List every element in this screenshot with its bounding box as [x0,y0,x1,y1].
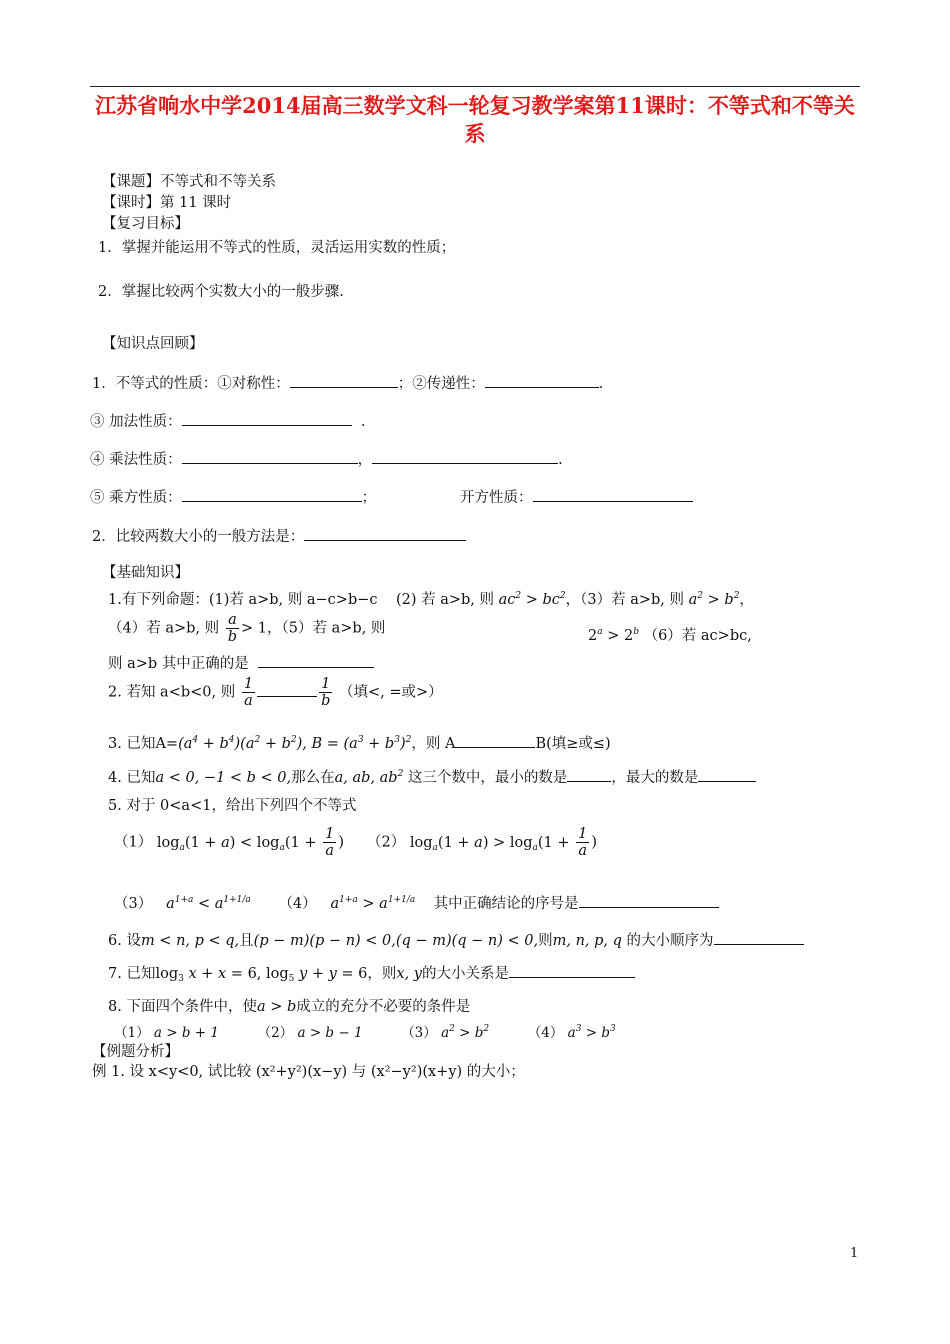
o1-text: （1） [114,1025,150,1041]
period-mark: . [598,376,604,392]
mul-label: ④ 乘法性质： [90,452,182,468]
add-label: ③ 加法性质： [90,414,182,430]
p6b-text: 的大小顺序为 [626,933,714,949]
basics-p7: 7. 已知$\log_3 x + x = 6$, $\log_5 y + y = 6$，则x, y的大小关系是 [108,963,635,989]
page-title: 江苏省响水中学2014届高三数学文科一轮复习教学案第11课时：不等式和不等关系 [95,93,855,146]
basics-p1-6: $2^a > 2^b$ （6）若 ac>bc, [588,627,752,644]
review-q1 [92,373,603,394]
p1e-text: ，（5）若 a>b, 则 [267,620,386,637]
basics-p5: 5. 对于 0<a<1，给出下列四个不等式 [108,798,357,814]
basics-p8: 8. 下面四个条件中，使a > b成立的充分不必要的条件是 [108,999,471,1015]
o2-text: （2） [257,1025,294,1041]
header-rule [90,86,860,87]
p1d-text: （4）若 a>b, 则 [108,620,220,637]
p7-text: 7. 已知 [108,966,156,982]
p5c-text: （3） [114,896,153,912]
p1b-text: (2) 若 a>b, 则 [395,592,495,608]
basics-p2: 2. 若知 a<b<0, 则 $\frac{1}{a}$ $\frac{1}{b}$ （填<, =或>） [108,676,443,709]
p2-text: 2. 若知 a<b<0, 则 [108,684,236,701]
basics-p4: 4. 已知a < 0, −1 < b < 0,那么在a, ab, $ab^2$ 这三个数中，最小的数是 ，最大的数是 [108,764,756,788]
review-q1-label: 1．不等式的性质：①对称性： [92,376,290,392]
p1f-text: （6）若 ac>bc, [643,628,752,644]
goals-heading: 【复习目标】 [102,216,189,232]
basics-p1-answer [108,653,374,674]
o4-text: （4） [527,1025,564,1041]
blank [533,487,693,502]
blank [182,487,362,502]
review-pow: ⑤ 乘方性质： ； [90,487,376,508]
p1-text: 1.有下列命题：(1)若 a>b, 则 a−c>b−c [108,592,378,608]
p5a-text: （1） [114,834,153,851]
review-root [460,487,693,508]
p4d-text: ，最大的数是 [611,770,699,786]
blank [182,449,358,464]
example-1: 例 1. 设 x<y<0, 试比较 (x²+y²)(x−y) 与 (x²−y²)(x+y) 的大小； [92,1064,525,1080]
p7b-text: ，则 [367,966,397,982]
basics-p3: 3. 已知$A=(a^4 + b^4)(a^2 + b^2)$, $B = (a^3 + b^3)^2$，则 A B(填≥或≤) [108,735,611,752]
basics-p5-12: （1） $\log_a(1 + a) < \log_a(1$ + $\frac{1}{a}$ ) （2） $\log_a(1 + a) > \log_a(1$ + $\frac{1}{a}$ ) [114,826,598,859]
o3-text: （3） [401,1025,437,1041]
blank [257,682,317,697]
p7c-text: 的大小关系是 [421,966,509,982]
review-mul: ④ 乘法性质： ， . [90,449,563,470]
p1c-text: ，（3）若 a>b, 则 [565,592,685,608]
p4-text: 4. 已知 [108,770,156,786]
p8b-text: 成立的充分不必要的条件是 [296,999,471,1015]
blank [455,733,535,748]
blank [182,411,352,426]
root-label: 开方性质： [460,490,533,506]
topic-line: 【课题】不等式和不等关系 [102,174,276,190]
p5b-text: （2） [367,834,406,851]
blank [698,767,756,782]
basics-p5-34: （3） $a^{1+a} < a^{1+1/a}$ （4） $a^{1+a} > a^{1+1/a}$ 其中正确结论的序号是 [114,890,719,914]
blank [304,526,466,541]
blank [567,767,611,782]
blank [714,930,804,945]
review-add: ③ 加法性质： . [90,411,365,432]
p3b-text: ，则 A [411,736,456,752]
p5e-text: 其中正确结论的序号是 [433,896,579,912]
p3c-text: B(填≥或≤) [535,736,611,752]
basics-p6: 6. 设m < n, p < q,且(p − m)(p − n) < 0,(q − m)(q − n) < 0,则m, n, p, q 的大小顺序为 [108,930,804,951]
blank [485,373,599,388]
p5d-text: （4） [278,896,317,912]
p3-text: 3. 已知A= [108,736,179,752]
basics-p1: 1.有下列命题：(1)若 a>b, 则 a−c>b−c (2) 若 a>b, 则 $ac^2 > bc^2$，（3）若 a>b, 则 $a^2 > b^2$， [108,591,754,608]
period-line: 【课时】第 11 课时 [102,195,232,211]
pow-label: ⑤ 乘方性质： [90,490,182,506]
basics-heading: 【基础知识】 [102,565,189,581]
review-q1-label2: ；②传递性： [397,376,485,392]
page-number: 1 [850,1246,859,1261]
basics-p1-cont: （4）若 a>b, 则 $\frac{a}{b}$ > 1，（5）若 a>b, 则 [108,612,386,645]
p2b-text: （填<, =或>） [338,684,443,701]
blank [509,963,635,978]
p1g-text: 则 a>b 其中正确的是 [108,656,249,672]
blank [372,449,558,464]
blank [290,373,398,388]
blank [579,893,719,908]
goal-2: 2．掌握比较两个实数大小的一般步骤. [98,284,344,300]
p8-text: 8. 下面四个条件中，使 [108,999,257,1015]
example-heading: 【例题分析】 [92,1044,179,1060]
review-compare [92,526,466,547]
basics-p8-options: （1） a > b + 1 （2） a > b − 1 （3） $a^2 > b^2$ （4） $a^3 > b^3$ [114,1024,616,1041]
p6-text: 6. 设 [108,933,141,949]
p4c-text: 这三个数中，最小的数是 [407,770,568,786]
blank [258,653,374,668]
goal-1: 1．掌握并能运用不等式的性质，灵活运用实数的性质； [98,240,456,256]
compare-label: 2．比较两数大小的一般方法是： [92,529,305,545]
review-heading: 【知识点回顾】 [102,336,204,352]
p4b-text: 那么在 [291,770,335,786]
